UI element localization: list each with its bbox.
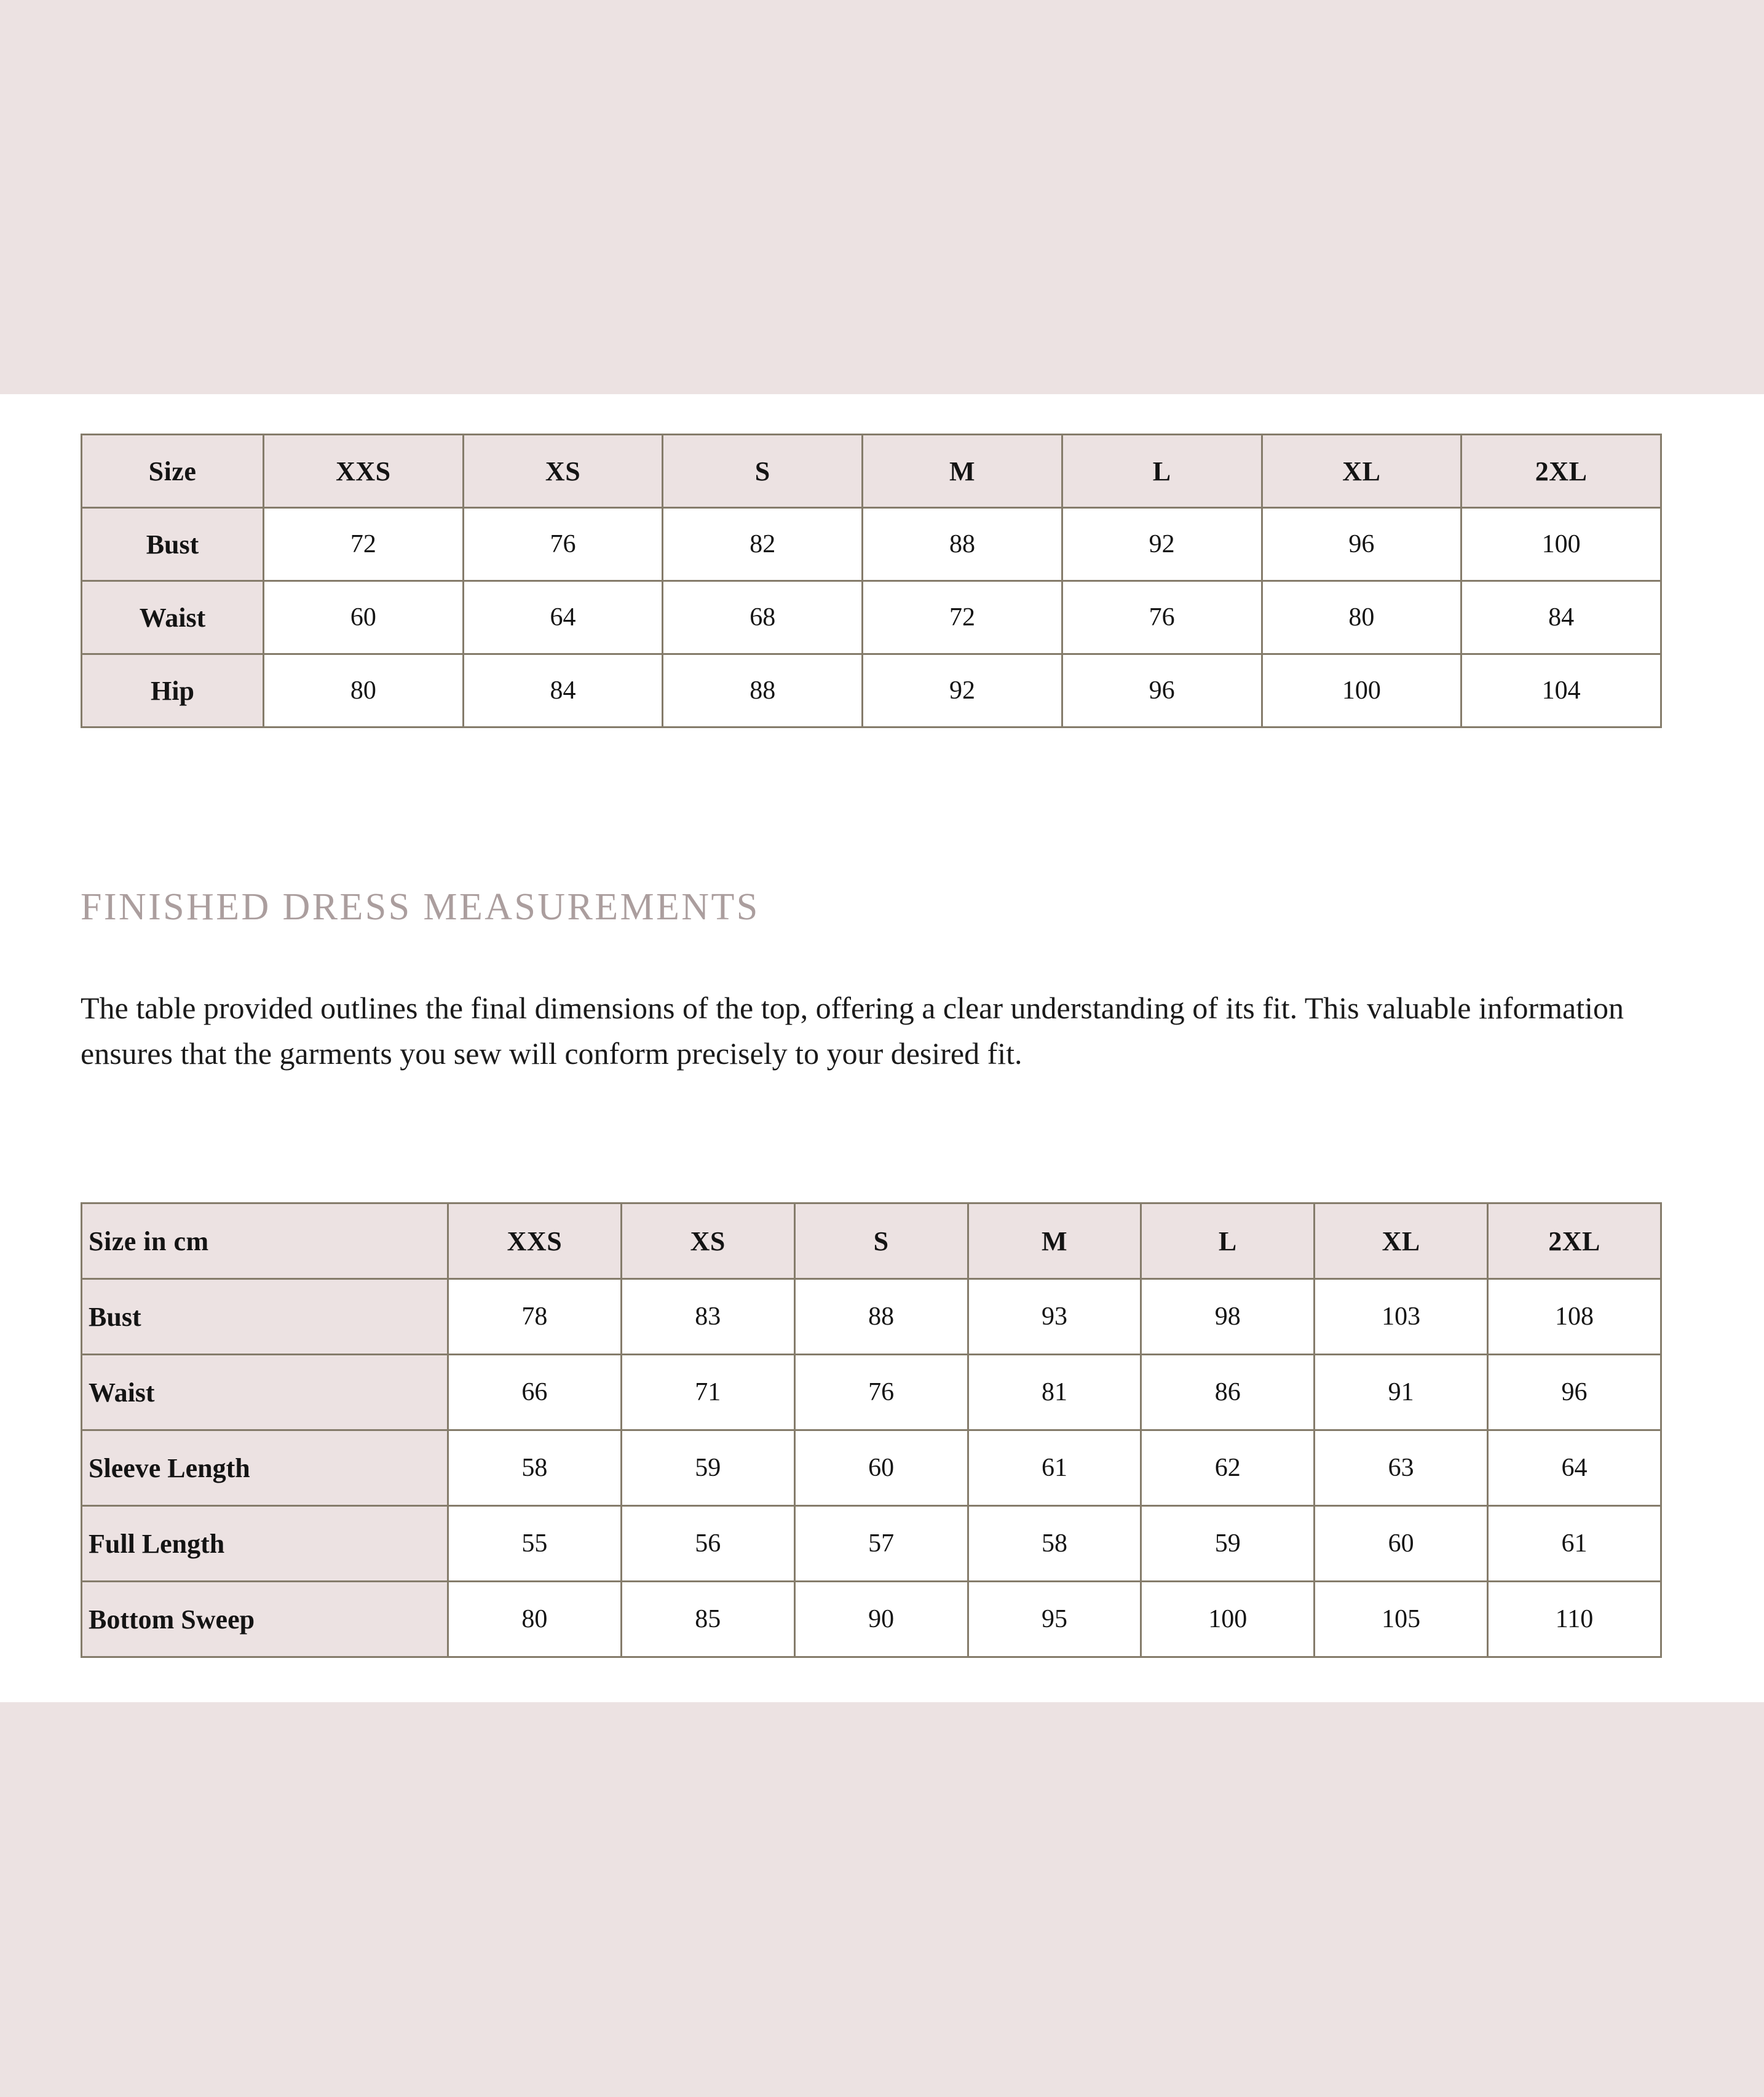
column-header-xxs: XXS: [264, 435, 464, 508]
cell-hip-m: 92: [863, 654, 1062, 727]
cell-bust-2xl: 100: [1461, 508, 1661, 581]
cell-bust-l: 92: [1062, 508, 1262, 581]
cell-bust-xxs: 78: [448, 1279, 622, 1355]
cell-waist-xl: 80: [1262, 581, 1461, 654]
cell-waist-m: 81: [968, 1355, 1141, 1430]
cell-hip-s: 88: [663, 654, 863, 727]
cell-waist-l: 86: [1141, 1355, 1315, 1430]
cell-bust-xl: 96: [1262, 508, 1461, 581]
cell-hip-l: 96: [1062, 654, 1262, 727]
row-label-waist: Waist: [82, 581, 264, 654]
cell-bust-s: 82: [663, 508, 863, 581]
cell-waist-xs: 71: [621, 1355, 794, 1430]
column-header-m: M: [863, 435, 1062, 508]
cell-bust-s: 88: [794, 1279, 968, 1355]
cell-bottom-sweep-xs: 85: [621, 1582, 794, 1657]
cell-full-length-l: 59: [1141, 1506, 1315, 1582]
cell-sleeve-length-xs: 59: [621, 1430, 794, 1506]
table-row: [82, 1582, 1661, 1657]
cell-bust-2xl: 108: [1488, 1279, 1661, 1355]
column-header-l: L: [1062, 435, 1262, 508]
cell-bottom-sweep-m: 95: [968, 1582, 1141, 1657]
column-header-xl: XL: [1262, 435, 1461, 508]
cell-sleeve-length-2xl: 64: [1488, 1430, 1661, 1506]
cell-bottom-sweep-xxs: 80: [448, 1582, 622, 1657]
row-label-full-length: Full Length: [82, 1506, 448, 1582]
column-header-m: M: [968, 1203, 1141, 1279]
cell-sleeve-length-m: 61: [968, 1430, 1141, 1506]
table-row: [82, 581, 1661, 654]
row-label-sleeve-length: Sleeve Length: [82, 1430, 448, 1506]
table-header-row: [82, 1203, 1661, 1279]
cell-hip-xs: 84: [463, 654, 663, 727]
row-label-bust: Bust: [82, 1279, 448, 1355]
cell-hip-xl: 100: [1262, 654, 1461, 727]
table-row: [82, 1355, 1661, 1430]
cell-bottom-sweep-xl: 105: [1315, 1582, 1488, 1657]
table-header-row: [82, 435, 1661, 508]
table-row: [82, 1506, 1661, 1582]
page-content: [81, 394, 1662, 728]
cell-waist-s: 68: [663, 581, 863, 654]
column-header-2xl: 2XL: [1488, 1203, 1661, 1279]
cell-bust-xs: 83: [621, 1279, 794, 1355]
table-row: [82, 654, 1661, 727]
column-header-s: S: [794, 1203, 968, 1279]
section-description-paragraph: The table provided outlines the final dimensions of the top, offering a clear understanding of its fit. This valuable information ensures that the garments you sew will conform precisely to your desired fit.: [81, 991, 1624, 1071]
table-row: [82, 508, 1661, 581]
cell-full-length-xxs: 55: [448, 1506, 622, 1582]
cell-waist-xs: 64: [463, 581, 663, 654]
cell-bust-xs: 76: [463, 508, 663, 581]
cell-waist-xxs: 66: [448, 1355, 622, 1430]
cell-full-length-xs: 56: [621, 1506, 794, 1582]
column-header-s: S: [663, 435, 863, 508]
cell-waist-s: 76: [794, 1355, 968, 1430]
cell-bottom-sweep-s: 90: [794, 1582, 968, 1657]
cell-waist-m: 72: [863, 581, 1062, 654]
cell-waist-2xl: 84: [1461, 581, 1661, 654]
row-label-hip: Hip: [82, 654, 264, 727]
body-measurements-table: [81, 434, 1662, 728]
row-label-bottom-sweep: Bottom Sweep: [82, 1582, 448, 1657]
column-header-xs: XS: [463, 435, 663, 508]
finished-measurements-table: [81, 1202, 1662, 1658]
column-header-xs: XS: [621, 1203, 794, 1279]
cell-full-length-m: 58: [968, 1506, 1141, 1582]
cell-full-length-s: 57: [794, 1506, 968, 1582]
cell-bust-xxs: 72: [264, 508, 464, 581]
cell-waist-xl: 91: [1315, 1355, 1488, 1430]
cell-bottom-sweep-2xl: 110: [1488, 1582, 1661, 1657]
table-row: [82, 1279, 1661, 1355]
cell-sleeve-length-xl: 63: [1315, 1430, 1488, 1506]
decorative-band-top: [0, 0, 1764, 394]
column-header-xxs: XXS: [448, 1203, 622, 1279]
table-row: [82, 1430, 1661, 1506]
corner-label-size-in-cm: Size in cm: [82, 1203, 448, 1279]
cell-waist-xxs: 60: [264, 581, 464, 654]
cell-bust-m: 88: [863, 508, 1062, 581]
column-header-xl: XL: [1315, 1203, 1488, 1279]
cell-sleeve-length-xxs: 58: [448, 1430, 622, 1506]
cell-full-length-2xl: 61: [1488, 1506, 1661, 1582]
row-label-bust: Bust: [82, 508, 264, 581]
column-header-l: L: [1141, 1203, 1315, 1279]
cell-sleeve-length-l: 62: [1141, 1430, 1315, 1506]
cell-sleeve-length-s: 60: [794, 1430, 968, 1506]
cell-waist-l: 76: [1062, 581, 1262, 654]
cell-hip-xxs: 80: [264, 654, 464, 727]
cell-full-length-xl: 60: [1315, 1506, 1488, 1582]
cell-bottom-sweep-l: 100: [1141, 1582, 1315, 1657]
column-header-2xl: 2XL: [1461, 435, 1661, 508]
decorative-band-bottom: [0, 1702, 1764, 2097]
row-label-waist: Waist: [82, 1355, 448, 1430]
cell-hip-2xl: 104: [1461, 654, 1661, 727]
cell-bust-m: 93: [968, 1279, 1141, 1355]
section-heading-finished-dress-measurements: FINISHED DRESS MEASUREMENTS: [81, 886, 760, 928]
cell-bust-xl: 103: [1315, 1279, 1488, 1355]
cell-bust-l: 98: [1141, 1279, 1315, 1355]
corner-label-size: Size: [82, 435, 264, 508]
cell-waist-2xl: 96: [1488, 1355, 1661, 1430]
